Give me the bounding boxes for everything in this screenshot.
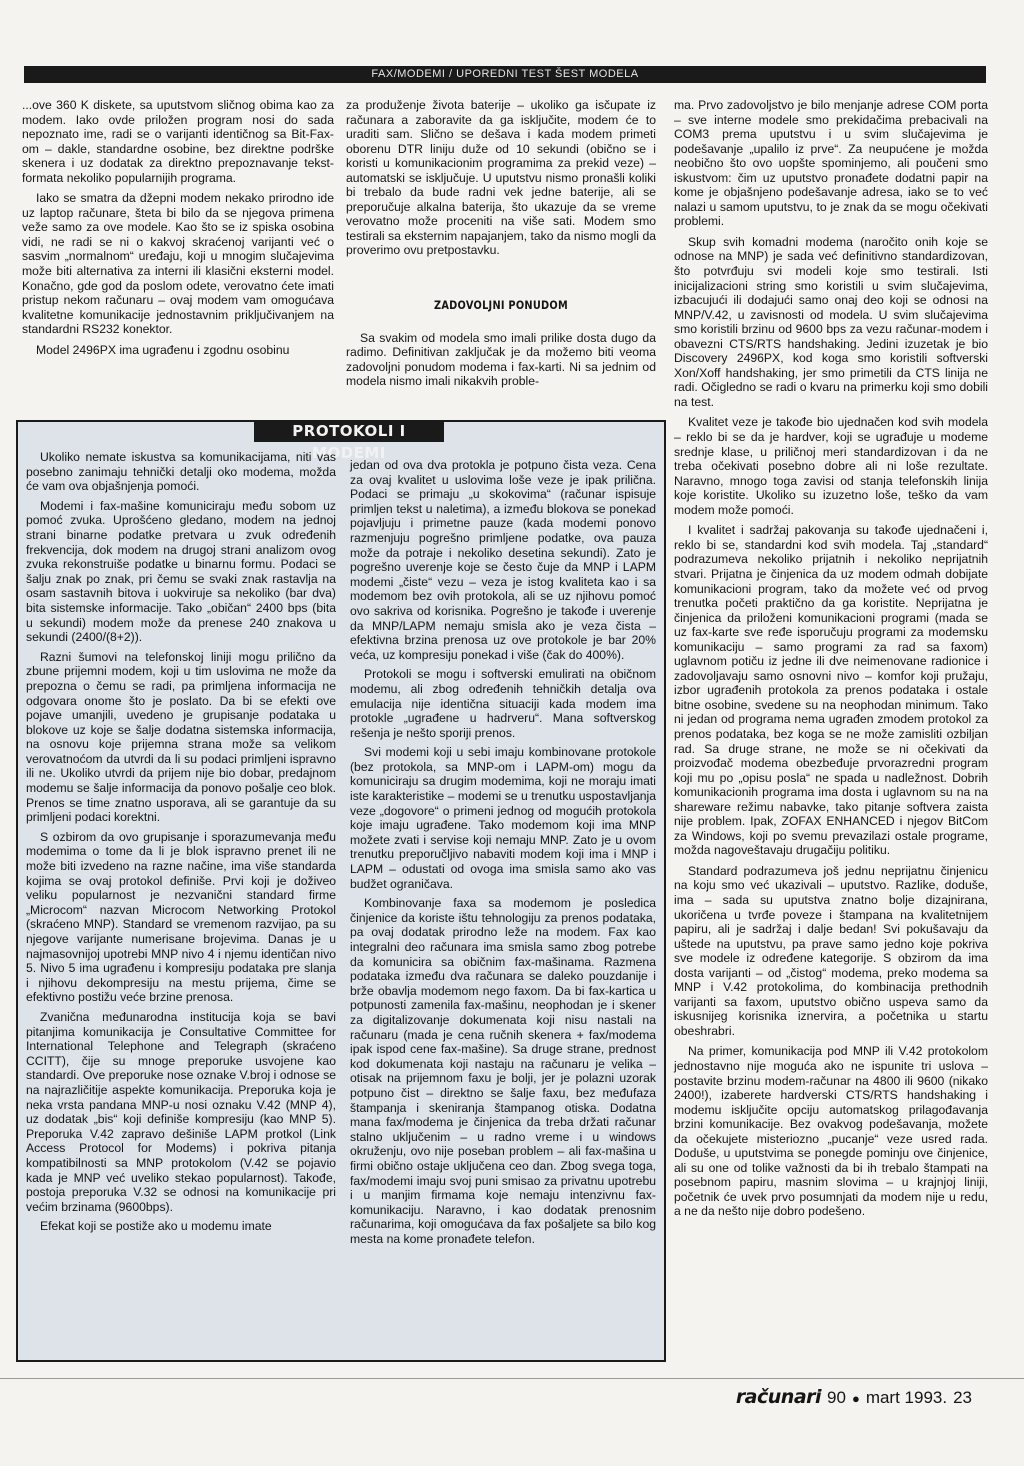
paragraph: za produženje života baterije – ukoliko ga isčupate iz računara a zaboravite da ga isključite, modem će to uraditi sam. Slično se dešava i kada modem primeti oborenu DTR liniju duže od 10 sekundi (obično se i koristi u komunikacionim programima za prekid veze) – automatski se isključuje. U uputstvu nismo pronašli koliki bi trebalo da bude radni vek jedne baterije, ali se preporučuje alkalna baterija, što ukazuje da se vreme verovatno može proceniti na više sati. Modem smo testirali sa eksternim napajanjem, tako da nismo mogli da proverimo ovu pretpostavku. [346,98,656,258]
issue-number: 90 [827,1388,846,1407]
paragraph: Modemi i fax-mašine komuniciraju među sobom uz pomoć zvuka. Uprošćeno gledano, modem na jednoj strani binarne podatke pretvara u zvuk određenih frekvencija, dok modem na drugoj strani analizom ovog zvuka rekonstruiše podatke u binarnu formu. Podaci se šalju znak po znak, pri čemu se svaki znak rastavlja na osam sastavnih bitova i uokviruje sa nekoliko (bar dva) bita sistemske informacije. Tako „običan“ 2400 bps (bita u sekundi) modem može da prenese 240 znakova u sekundi (2400/(8+2)). [26,498,336,645]
page-footer [736,1386,972,1408]
article-column-3 [674,98,988,1225]
paragraph: Iako se smatra da džepni modem nekako prirodno ide uz laptop računare, šteta bi bilo da se njegova primena veže samo za ove modele. Kao što se iz spiska osobina vidi, ne radi se ni o kakvoj skraćenoj varijanti već o sasvim „normalnom“ uređaju, koji u mnogim slučajevima može biti alternativa za interni ili klasični eksterni model. Konačno, gde god da poslom odete, verovatno ćete imati pristup nekom računaru – ovaj modem vam omogućava kvalitetne komunikacije jednostavnim priključivanjem na standardni RS232 konektor. [22,191,334,337]
paragraph: I kvalitet i sadržaj pakovanja su takođe ujednačeni i, reklo bi se, standardni kod svih modela. Taj „standard“ podrazumeva nekoliko prijatnih i nekoliko neprijatnih stvari. Prijatna je činjenica da uz modem odmah dobijate komunikacioni program, tako da možete već od prvog trenutka početi praktično da ga koristite. Neprijatna je činjenica da priloženi komunikacioni programi (mada se uz fax-karte sve ređe isporučuju programi za modemsku komunikaciju – samo programi za rad sa faxom) uglavnom potiču iz jedne ili dve neimenovane radionice i zadovoljavaju samo osnovni nivo – komfor koji pružaju, izbor ugrađenih protokola za prenos podataka i ostale bitne osobine, svedene su na neophodan minimum. Tako ni jedan od programa nema ugrađen zmodem protokol za prenos podataka, bez koga se ne može zamisliti ozbiljan rad. Sa druge strane, ne može se ni očekivati da proizvođač modema obezbeđuje prvorazredni program koji mu po „opisu posla“ ne spada u nadležnost. Dobrih komunikacionih programa ima dosta i uglavnom su na na shareware režimu nabavke, tako pitanje softvera zaista nije problem. Ipak, ZOFAX ENHANCED i njegov BitCom za Windows, koji po svemu prevazilazi ostale programe, možda nagoveštavaju drugačiju politiku. [674,523,988,858]
sidebar-box-protocols [16,420,666,1362]
magazine-logo: računari [735,1386,822,1408]
article-column-1 [22,98,334,363]
paragraph: jedan od ova dva protokla je potpuno čista veza. Cena za ovaj kvalitet u uslovima loše veze je ipak prilična. Podaci se primaju „u skokovima“ (računar ispisuje primljen tekst u naletima), a između blokova se ponekad pojavljuju i primetne pauze (kada modemi ponovo razmenjuju pogrešno primljene podatke, ova pauza može da potraje i nekoliko desetina sekundi). Zato je pogrešno uverenje koje se često čuje da MNP i LAPM modemi „čiste“ vezu – veza je istog kvaliteta kao i sa modemom bez ovih protokola, ali se uz njihovu pomoć ovo sakriva od korisnika. Pogrešno je takođe i uverenje da MNP/LAPM nemaju smisla ako je veza čista – efektivna brzina prenosa uz ove protokole je bar 20% veća, uz kompresiju ponekad i više (čak do 400%). [350,458,656,662]
paragraph: Model 2496PX ima ugrađenu i zgodnu osobinu [36,342,290,357]
paragraph: Ukoliko nemate iskustva sa komunikacijama, niti vas posebno zanimaju tehnički detalji oko modema, možda će vam ova objašnjenja pomoći. [26,450,336,494]
paragraph: Kombinovanje faxa sa modemom je posledica činjenice da koriste ištu tehnologiju za prenos podataka, pa ovaj dodatak prirodno leže na modem. Fax kao integralni deo računara ima smisla samo zbog potrebe da komunicira sa običnim fax-mašinama. Razmena podataka između dva računara se daleko pouzdanije i brže obavlja modemom nego faxom. Da bi fax-kartica u potpunosti zamenila fax-mašinu, neophodan je i skener za digitalizovanje dokumenata koji nisu nastali na računaru (mada je cena ručnih skenera + fax/modema ipak ispod cene fax-mašine). Sa druge strane, prednost kod dokumenata koji nastaju na računaru je velika – otisak na prijemnom faxu je bolji, jer je polazni uzorak potpuno čist – direktno se šalje faxu, bez međufaza štampanja i skeniranja štampanog otiska. Dodatna mana fax/modema je činjenica da treba držati računar stalno uključenim – u radno vreme i u windows okruženju, ovo nije poseban problem – ali fax-mašina u firmi obično ostaje uključena ceo dan. Zbog svega toga, fax/modemi imaju svoj puni smisao za privatnu upotrebu i u manjim firmama koje nemaju intenzivnu fax-komunikaciju. Naravno, i kao dodatak prenosnim računarima, koji omogućava da fax pošaljete sa bilo kog mesta na kome pronađete telefon. [350,896,656,1246]
paragraph: Zvanična međunarodna institucija koja se bavi pitanjima komunikacija je Consultative Committee for International Telephone and Telegraph (skraćeno CCITT), čije su mnoge preporuke usvojene kao standardi. Ove preporuke nose oznake V.broj i odnose se na najrazličitije aspekte komunikacija. Preporuka koja je neka vrsta pandana MNP-u nosi oznaku V.42 (MNP 4), uz dodatak „bis“ koji definiše kompresiju (kao MNP 5). Preporuka V.42 zapravo dešiniše LAPM protkol (Link Access Protocol for Modems) i pokriva pitanja kompatibilnosti sa MNP protokolom (V.42 se pojavio kada je MNP već uveliko stekao popularnost). Takođe, postoja preporuka V.32 se odnosi na komunikacije pri većim brzinama (9600bps). [26,1009,336,1214]
paragraph: Svi modemi koji u sebi imaju kombinovane protokole (bez protokola, sa MNP-om i LAPM-om) mogu da komuniciraju sa drugim modemima, koji ne moraju imati iste karakteristike – modemi se u trenutku uspostavljanja veze „dogovore“ o primeni jednog od mogućih protokola koje imaju ugrađene. Tako modemom koji ima MNP možete zvati i servise koji nemaju MNP. Zato je u ovom trenutku preporučljivo nabaviti modem koji ima i MNP i LAPM – odustati od ovoga ima smisla samo ako vas budžet ograničava. [350,745,656,891]
paragraph: Na primer, komunikacija pod MNP ili V.42 protokolom jednostavno nije moguća ako ne ispunite tri uslova – postavite brzinu modem-računar na 4800 ili 9600 (nikako 2400!), izaberete hardverski CTS/RTS handshaking i modemu isključite opciju automatskog prilagođavanja brzini komunikacije. Bez ovakvog podešavanja, možete da očekujete misteriozno „pucanje“ veze usred rada. Doduše, u uputstvima se ponegde pominju ove činjenice, ali su one od tolike važnosti da bi ih trebalo štampati na posebnom papiru, masnim slovima – u krajnjoj liniji, početnik će uvek prvo posumnjati da modem nije u redu, a ne da nešto nije dobro podešeno. [674,1044,988,1219]
section-header: FAX/MODEMI / UPOREDNI TEST ŠEST MODELA [24,66,986,83]
footer-rule [0,1378,1024,1379]
bullet-separator: ● [851,1391,860,1406]
box-title: PROTOKOLI I MODEMI [254,420,444,442]
page-number: 23 [953,1388,972,1407]
box-column-2 [350,458,656,1251]
paragraph: Razni šumovi na telefonskoj liniji mogu prilično da zbune prijemni modem, koji u tim uslovima ne može da prepozna o čemu se radi, pa primljena informacija ne odgovara onome što je poslato. Da bi se efekti ove pojave umanjili, uvedeno je grupisanje podataka u blokove uz koje se šalje dodatna sistemska informacija, na osnovu koje prijemna strana može sa velikom verovatnoćom da utvrdi da li su podaci primljeni ispravno ili ne. Ukoliko utvrdi da prijem nije bio dobar, predajnom modemu se šalje informacija da ponovo pošalje ceo blok. Prenos se time znatno usporava, ali se garantuje da su primljeni podaci korektni. [26,649,336,825]
paragraph: Standard podrazumeva još jednu neprijatnu činjenicu na koju smo već ukazivali – uputstvo. Razlike, doduše, ima – sada su uputstva znatno bolje dizajnirana, ukoričena u tvrđe poveze i štampana na kvalitetnijem papiru, ali je sadržaj i dalje bedan! Svi pokušavaju da uštede na uputstvu, pa prave samo jedno koje pokriva sve modele iz određene kategorije. S obzirom da ima dosta varijanti – od „čistog“ modema, preko modema sa MNP i V.42 protokolima, do kombinacija prethodnih varijanti sa faxom, uputstvo obično uspeva samo da iskusnijeg korisnika iznervira, a početnika u startu obeshrabri. [674,863,988,1038]
paragraph: ma. Prvo zadovoljstvo je bilo menjanje adrese COM porta – sve interne modele smo prekidačima prebacivali na COM3 prema uputstvu i u svim slučajevima je podešavanje „upalilo iz prve“. Za neupućene je možda neobično što ovo uopšte spominjemo, ali poučeni smo iskustvom: čim uz uputstvo pronađete dodatni papir na kome je objašnjeno podešavanje adresa, iako se to već nalazi u samom uputstvu, to je znak da se mogu očekivati problemi. [674,98,988,229]
paragraph: Efekat koji se postiže ako u modemu imate [40,1219,272,1234]
article-column-2 [346,98,656,395]
paragraph: S ozbirom da ovo grupisanje i sporazumevanja među modemima o tome da li je blok ispravno prenet ili ne može biti izvedeno na razne načine, ima više standarda kojima se ovaj protokol definiše. Prvi koji je doživeo veliku popularnost je nezvanični standard firme „Microcom“ nazvan Microcom Networking Protokol (skraćeno MNP). Standard se vremenom razvijao, pa su njegove varijante numerisane brojevima. Danas je u najmasovnijoj upotrebi MNP nivo 4 i njemu identičan nivo 5. Nivo 5 ima ugrađenu i kompresiju podataka pre slanja i njihovu dekompresiju na mestu prijema, čime se efektivno postižu veće brzine prenosa. [26,829,336,1005]
issue-date: mart 1993. [865,1388,948,1407]
subheading: ZADOVOLJNI PONUDOM [434,298,568,313]
paragraph: Protokoli se mogu i softverski emulirati na običnom modemu, ali zbog određenih tehničkih detalja ova emulacija nije identična situaciji kada modem ima protokle „ugrađene u hadrveru“. Mana softverskog rešenja je nešto sporiji prenos. [350,667,656,740]
box-column-1 [26,450,336,1239]
paragraph: Sa svakim od modela smo imali prilike dosta dugo da radimo. Definitivan zaključak je da možemo biti veoma zadovoljni ponudom modema i fax-karti. Ni sa jednim od modela nismo imali nikakvih proble- [346,330,656,389]
paragraph: ...ove 360 K diskete, sa uputstvom sličnog obima kao za modem. Iako ovde priložen program nosi do sada nepoznato ime, radi se o varijanti identičnog sa Bit-Fax-om – dakle, standardne osobine, bez direktne podrške skenera i uz dodatak za direktno prepoznavanje tekst-formata nekoliko popularnijih programa. [22,98,334,185]
paragraph: Kvalitet veze je takođe bio ujednačen kod svih modela – reklo bi se da je hardver, koji se ugrađuje u modeme srednje klase, u priličnoj meri standardizovan i da ne treba očekivati posebno dobre ali ni loše rezultate. Naravno, mnogo toga zavisi od stanja telefonskih linija koje koristite. Ukoliko su izuzetno loše, teško da vam modem može pomoći. [674,415,988,517]
paragraph: Skup svih komadni modema (naročito onih koje se odnose na MNP) je sada već definitivno standardizovan, što potvrđuju svi modeli koje smo testirali. Isti inicijalizacioni string smo koristili u svim slučajevima, izbacujući ili dodajući samo onaj deo koji se odnosi na MNP/V.42, u zavisnosti od modela. U svim slučajevima smo koristili brzinu od 9600 bps za vezu računar-modem i obavezni CTS/RTS handshaking. Jedini izuzetak je bio Discovery 2496PX, kod koga smo koristili softverski Xon/Xoff handshaking, jer smo primetili da CTS linija ne radi. Očigledno se radi o kvaru na primerku koji smo dobili na test. [674,234,988,409]
